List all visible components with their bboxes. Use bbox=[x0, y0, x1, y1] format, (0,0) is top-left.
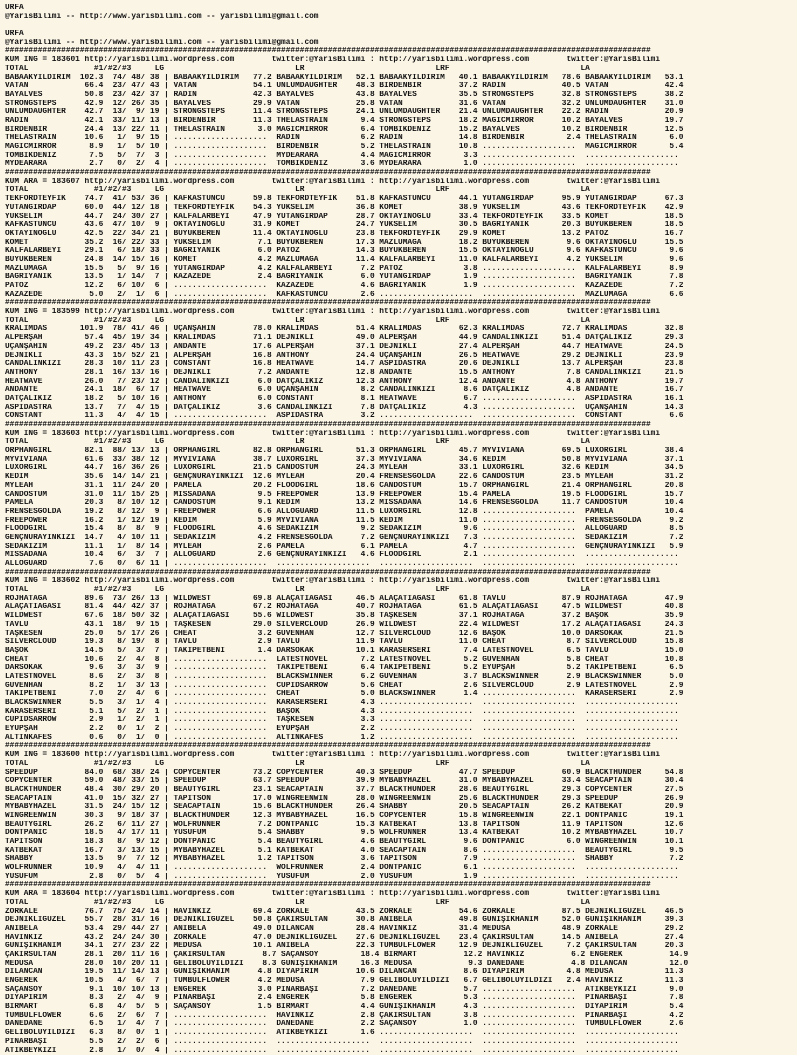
race-title: KUM ING = 183603 http://yarisbilimi.wordpress.com twitter:@YarisBilimi : http://yarisbilimi.wordpress.com twitter:@YarisBilimi bbox=[5, 430, 792, 439]
table-row: SPEEDUP 84.0 68/ 38/ 24 | COPYCENTER 73.2 COPYCENTER 40.3 SPEEDUP 47.7 SPEEDUP 60.9 BLACKTHUNDER 54.8 bbox=[5, 769, 792, 778]
table-row: MEDUSA 28.0 10/ 20/ 11 | GELİBOLUYILDIZI 8.3 GÜNIŞIKHANIM 16.3 MEDUSA 9.3 DANEDANE 4.8 DILANCAN 12.0 bbox=[5, 960, 792, 969]
table-row: VATAN 66.4 23/ 47/ 43 | VATAN 54.1 ÜNLÜMDAUGHTER 48.3 BIRDENBIR 37.2 RADİN 40.5 VATAN 42.4 bbox=[5, 82, 792, 91]
table-row: OKTAYINOĞLU 42.5 22/ 34/ 21 | BUYUKBEREN 11.4 OKTAYINOĞLU 23.8 TEKFORDTEYFİK 29.9 KOMET 13.2 PATOZ 16.7 bbox=[5, 230, 792, 239]
table-row: GÜVENHAN 8.2 1/ 3/ 13 | .................... CUPIDSARROW 5.6 CHEAT 2.6 SILVERCLOUD 2.9 LATESTNOVEL 2.9 bbox=[5, 682, 792, 691]
table-row: CHEAT 10.6 2/ 4/ 8 | .................... LATESTNOVEL 7.2 LATESTNOVEL 5.2 GÜVENHAN 5.8 CHEAT 10.8 bbox=[5, 656, 792, 665]
column-header: TOTAL #1/#2/#3 LG LR LRF LA bbox=[5, 438, 792, 447]
header-line-city-2: URFA bbox=[5, 30, 792, 39]
table-row: ENGEREK 10.5 4/ 6/ 7 | TUMBULFLOWER 4.2 MEDUSA 7.9 GELİBOLUYILDIZI 6.7 GELİBOLUYILDIZI 2.4 HAVİNKIZ 11.3 bbox=[5, 977, 792, 986]
table-row: LUXORGIRL 44.7 16/ 36/ 26 | LUXORGIRL 21.5 CANDOSTUM 24.3 MYLEAH 33.1 LUXORGIRL 32.6 KEDİM 34.5 bbox=[5, 464, 792, 473]
table-row: RADİN 42.1 33/ 11/ 13 | BIRDENBIR 11.3 THELASTRAIN 9.4 STRONGSTEPS 18.2 MAGICMIRROR 10.2 BAYALVES 19.7 bbox=[5, 117, 792, 126]
table-row: LATESTNOVEL 8.6 2/ 3/ 8 | .................... BLACKSWINNER 6.2 GÜVENHAN 3.7 BLACKSWINNER 2.9 BLACKSWINNER 5.0 bbox=[5, 673, 792, 682]
table-row: YUSUFUM 2.8 0/ 5/ 4 | .................... YUSUFUM 2.0 YUSUFUM 1.9 .................... .................... bbox=[5, 873, 792, 882]
table-row: ZORKALE 76.7 75/ 24/ 14 | HAVİNKIZ 69.4 ZORKALE 43.5 ZORKALE 54.6 ZORKALE 87.5 DEJNİKLİGÜZEL 46.5 bbox=[5, 908, 792, 917]
race-section bbox=[5, 421, 792, 569]
separator-line: ########################################################################################################################################## bbox=[5, 881, 792, 890]
separator-line: ########################################################################################################################################## bbox=[5, 421, 792, 430]
table-row: PAMELA 20.3 8/ 10/ 12 | CANDOSTUM 9.1 KEDİM 13.2 MISSADANA 14.6 FRENSESGOLDA 11.7 CANDOSTUM 10.4 bbox=[5, 499, 792, 508]
race-title: KUM ARA = 183604 http://yarisbilimi.wordpress.com twitter:@YarisBilimi : http://yarisbilimi.wordpress.com twitter:@YarisBilimi bbox=[5, 890, 792, 899]
table-row: ÇAKIRSULTAN 28.1 20/ 11/ 16 | ÇAKIRSULTAN 8.7 SAÇANSOY 18.4 BIRMART 12.2 HAVİNKIZ 6.2 ENGEREK 14.9 bbox=[5, 951, 792, 960]
table-row: SILVERCLOUD 19.3 8/ 19/ 8 | TAVLU 2.9 TAVLU 11.9 TAVLU 11.0 CHEAT 8.7 SILVERCLOUD 15.8 bbox=[5, 638, 792, 647]
table-row: SEDAKIZIM 11.1 1/ 8/ 14 | MYLEAH 2.6 PAMELA 6.1 PAMELA 4.7 .................... GENÇNURAYINKIZI 5.9 bbox=[5, 543, 792, 552]
table-row: FREEPOWER 16.2 1/ 12/ 19 | KEDİM 5.9 MYVIVIANA 11.5 KEDİM 11.0 .................... FRENSESGOLDA 9.2 bbox=[5, 517, 792, 526]
separator-line: ########################################################################################################################################## bbox=[5, 299, 792, 308]
column-header: TOTAL #1/#2/#3 LG LR LRF LA bbox=[5, 317, 792, 326]
separator-line: ########################################################################################################################################## bbox=[5, 569, 792, 578]
table-row: BUYUKBEREN 24.8 14/ 15/ 16 | KOMET 4.2 MAZLUMAĞA 11.4 KALFALARBEYİ 11.0 KALFALARBEYİ 4.2 YÜKSELİM 9.6 bbox=[5, 256, 792, 265]
race-section bbox=[5, 881, 792, 1055]
table-row: ALLOGUARD 7.6 0/ 6/ 11 | .................... .................... .................... .................... .................... bbox=[5, 560, 792, 569]
table-row: TAVLU 43.1 18/ 9/ 15 | TAŞKESEN 29.0 SILVERCLOUD 26.9 WILDWEST 22.4 WILDWEST 17.2 ALAÇATIAĞASI 24.3 bbox=[5, 621, 792, 630]
table-row: DONTPANIC 18.5 4/ 17/ 11 | YUSUFUM 5.4 SHABBY 9.5 WOLFRUNNER 13.4 KATBEKAT 10.2 MYBABYHAZEL 10.7 bbox=[5, 829, 792, 838]
table-row: BABAAKYILDIRIM 102.3 74/ 48/ 38 | BABAAKYILDIRIM 77.2 BABAAKYILDIRIM 52.1 BABAAKYILDIRIM 40.1 BABAAKYILDIRIM 78.6 BABAAKYILDIRIM 53.1 bbox=[5, 74, 792, 83]
table-row: BAYALVES 50.8 23/ 42/ 37 | RADİN 42.3 BAYALVES 43.8 BAYALVES 35.5 STRONGSTEPS 32.8 STRONGSTEPS 38.2 bbox=[5, 91, 792, 100]
race-section bbox=[5, 169, 792, 299]
table-row: ASPİDASTRA 13.7 7/ 4/ 15 | DATÇALIKIZ 3.6 CANDALINKIZI 7.8 DATÇALIKIZ 4.3 .................... UÇANŞAHİN 14.3 bbox=[5, 404, 792, 413]
table-row: DEJNİKLİ 43.3 15/ 52/ 21 | ALPERŞAH 16.8 ANTHONY 24.4 UÇANŞAHİN 26.5 HEATWAVE 29.2 DEJNİKLİ 23.9 bbox=[5, 352, 792, 361]
table-row: ANIBELA 53.4 29/ 44/ 27 | ANIBELA 49.0 DILANCAN 28.4 HAVİNKIZ 31.4 MEDUSA 48.9 ZORKALE 29.2 bbox=[5, 925, 792, 934]
table-row: FRENSESGOLDA 19.2 8/ 12/ 9 | FREEPOWER 6.6 ALLOGUARD 11.5 LUXORGIRL 12.8 .................... PAMELA 10.4 bbox=[5, 508, 792, 517]
blank-line bbox=[5, 21, 792, 30]
table-row: KAFKASTUNCU 43.6 47/ 10/ 9 | OKTAYINOĞLU 31.9 KOMET 24.7 YÜKSELİM 30.5 BAĞRIYANIK 20.3 BUYUKBEREN 18.5 bbox=[5, 221, 792, 230]
table-row: EYÜPŞAH 2.2 0/ 1/ 2 | .................... EYÜPŞAH 2.2 .................... .................... .................... bbox=[5, 725, 792, 734]
separator-line: ########################################################################################################################################## bbox=[5, 169, 792, 178]
table-row: MISSADANA 10.4 6/ 3/ 7 | ALLOGUARD 2.6 GENÇNURAYINKIZI 4.6 FLOODGIRL 2.1 .................... .................... bbox=[5, 551, 792, 560]
table-row: CONSTANT 11.3 4/ 4/ 15 | .................... ASPİDASTRA 3.2 .................... .................... CONSTANT 6.6 bbox=[5, 412, 792, 421]
table-row: MYDEARARA 2.7 0/ 2/ 4 | .................... TOMBIKDENIZ 3.6 MYDEARARA 1.0 .................... .................... bbox=[5, 160, 792, 169]
table-row: THELASTRAIN 10.6 1/ 9/ 15 | .................... RADİN 6.2 RADİN 14.8 BIRDENBIR 2.4 THELASTRAIN 6.0 bbox=[5, 134, 792, 143]
table-row: TOMBIKDENIZ 7.5 5/ 7/ 3 | .................... MYDEARARA 4.4 MAGICMIRROR 3.3 .................... .................... bbox=[5, 152, 792, 161]
table-row: PINARBAŞI 5.5 2/ 2/ 6 | .................... .................... .................... .................... .................... bbox=[5, 1038, 792, 1047]
column-header: TOTAL #1/#2/#3 LG LR LRF LA bbox=[5, 899, 792, 908]
table-row: ÜNLÜMDAUGHTER 42.7 13/ 9/ 19 | STRONGSTEPS 11.4 STRONGSTEPS 24.1 ÜNLÜMDAUGHTER 21.4 ÜNLÜMDAUGHTER 22.2 RADİN 20.9 bbox=[5, 108, 792, 117]
race-section bbox=[5, 569, 792, 743]
table-row: MAZLUMAĞA 15.5 5/ 9/ 16 | YUTANGİRDAP 4.2 KALFALARBEYİ 7.2 PATOZ 3.8 .................... KALFALARBEYİ 8.9 bbox=[5, 265, 792, 274]
table-row: TAKIPETBENİ 7.0 2/ 4/ 6 | .................... CHEAT 5.0 BLACKSWINNER 1.4 .................... KARASERSERİ 2.9 bbox=[5, 690, 792, 699]
table-row: ALTINKAFES 0.6 0/ 1/ 0 | .................... ALTINKAFES 1.2 .................... .................... .................... bbox=[5, 734, 792, 743]
table-row: KARASERSERİ 5.1 5/ 2/ 1 | .................... BAŞOK 4.3 .................... .................... .................... bbox=[5, 708, 792, 717]
table-row: YUTANGİRDAP 60.0 44/ 12/ 18 | TEKFORDTEYFİK 54.3 YÜKSELİM 36.8 KOMET 38.9 YÜKSELİM 43.6 TEKFORDTEYFİK 42.9 bbox=[5, 204, 792, 213]
table-row: CUPIDSARROW 2.9 1/ 2/ 1 | .................... TAŞKESEN 3.3 .................... .................... .................... bbox=[5, 716, 792, 725]
table-row: ANTHONY 28.1 16/ 13/ 16 | DEJNİKLİ 7.2 ANDANTE 12.8 ANDANTE 15.5 ANTHONY 7.8 CANDALINKIZI 21.5 bbox=[5, 369, 792, 378]
table-row: TUMBULFLOWER 6.6 2/ 6/ 7 | .................... HAVİNKIZ 2.8 ÇAKIRSULTAN 3.8 .................... PINARBAŞI 4.2 bbox=[5, 1012, 792, 1021]
table-row: WINGREENWIN 30.3 9/ 18/ 37 | BLACKTHUNDER 12.3 MYBABYHAZEL 16.5 COPYCENTER 15.8 WINGREENWIN 22.1 DONTPANIC 19.1 bbox=[5, 812, 792, 821]
table-row: BAŞOK 14.5 5/ 3/ 7 | TAKIPETBENİ 1.4 DARSOKAK 10.1 KARASERSERİ 7.4 LATESTNOVEL 6.5 TAVLU 15.0 bbox=[5, 647, 792, 656]
column-header: TOTAL #1/#2/#3 LG LR LRF LA bbox=[5, 65, 792, 74]
table-row: PATOZ 12.2 6/ 10/ 6 | .................... KAZAZEDE 4.6 BAĞRIYANIK 1.9 .................... KAZAZEDE 7.2 bbox=[5, 282, 792, 291]
column-header: TOTAL #1/#2/#3 LG LR LRF LA bbox=[5, 186, 792, 195]
table-row: BEAUTYGIRL 26.2 6/ 11/ 27 | WOLFRUNNER 7.2 DONTPANIC 15.3 KATBEKAT 13.8 TAPITSON 11.9 TAPITSON 12.6 bbox=[5, 821, 792, 830]
table-row: ATİKBEYKIZI 2.8 1/ 0/ 4 | .................... .................... .................... .................... .................... bbox=[5, 1047, 792, 1055]
column-header: TOTAL #1/#2/#3 LG LR LRF LA bbox=[5, 586, 792, 595]
header-line-city: URFA bbox=[5, 4, 792, 13]
column-header: TOTAL #1/#2/#3 LG LR LRF LA bbox=[5, 760, 792, 769]
header-line-contact-2: @YarisBilimi -- http://www.yarisbilimi.com -- yarisbilimi@gmail.com bbox=[5, 39, 792, 48]
table-row: STRONGSTEPS 42.9 12/ 26/ 35 | BAYALVES 29.9 VATAN 25.8 VATAN 31.6 VATAN 32.2 ÜNLÜMDAUGHTER 31.0 bbox=[5, 100, 792, 109]
table-row: GÜNIŞIKHANIM 34.1 27/ 23/ 22 | MEDUSA 10.1 ANIBELA 22.3 TUMBULFLOWER 12.9 DEJNİKLİGÜZEL 7.2 ÇAKIRSULTAN 20.3 bbox=[5, 942, 792, 951]
table-row: FLOODGIRL 15.4 8/ 8/ 9 | FLOODGIRL 4.6 SEDAKIZIM 9.2 SEDAKIZIM 9.6 .................... ALLOGUARD 8.5 bbox=[5, 525, 792, 534]
table-row: WOLFRUNNER 10.9 4/ 4/ 11 | .................... WOLFRUNNER 2.4 DONTPANIC 6.1 .................... .................... bbox=[5, 864, 792, 873]
table-row: KOMET 35.2 16/ 22/ 33 | YÜKSELİM 7.1 BUYUKBEREN 17.3 MAZLUMAĞA 18.2 BUYUKBEREN 9.6 OKTAYINOĞLU 15.5 bbox=[5, 239, 792, 248]
table-row: SEACAPTAIN 41.0 15/ 32/ 27 | TAPITSON 17.0 WINGREENWIN 28.0 WINGREENWIN 25.6 BLACKTHUNDER 29.3 SPEEDUP 26.9 bbox=[5, 795, 792, 804]
race-title: KUM ARA = 183607 http://yarisbilimi.wordpress.com twitter:@YarisBilimi : http://yarisbilimi.wordpress.com twitter:@YarisBilimi bbox=[5, 178, 792, 187]
race-section bbox=[5, 742, 792, 881]
table-row: ORPHANGIRL 82.1 88/ 13/ 13 | ORPHANGIRL 82.8 ORPHANGIRL 51.3 ORPHANGIRL 45.7 MYVIVIANA 69.5 LUXORGIRL 38.4 bbox=[5, 447, 792, 456]
table-row: MYBABYHAZEL 31.5 24/ 15/ 12 | SEACAPTAIN 15.6 BLACKTHUNDER 26.4 SHABBY 20.5 SEACAPTAIN 26.2 KATBEKAT 20.9 bbox=[5, 803, 792, 812]
race-title: KUM ING = 183600 http://yarisbilimi.wordpress.com twitter:@YarisBilimi : http://yarisbilimi.wordpress.com twitter:@YarisBilimi bbox=[5, 751, 792, 760]
table-row: DANEDANE 6.5 1/ 4/ 7 | .................... DANEDANE 2.2 SAÇANSOY 1.0 .................... TUMBULFLOWER 2.6 bbox=[5, 1020, 792, 1029]
table-row: GELİBOLUYILDIZI 6.3 8/ 0/ 1 | .................... ATİKBEYKIZI 1.6 .................... .................... .................... bbox=[5, 1029, 792, 1038]
table-row: KAZAZEDE 5.0 2/ 1/ 6 | .................... KAFKASTUNCU 2.6 .................... .................... MAZLUMAĞA 6.6 bbox=[5, 291, 792, 300]
table-row: SHABBY 13.5 9/ 7/ 12 | MYBABYHAZEL 1.2 TAPITSON 3.6 TAPITSON 7.9 .................... SHABBY 7.2 bbox=[5, 855, 792, 864]
table-row: KALFALARBEYİ 29.1 6/ 18/ 33 | BAĞRIYANIK 6.0 PATOZ 14.3 BUYUKBEREN 15.5 OKTAYINOĞLU 9.6 KAFKASTUNCU 9.6 bbox=[5, 247, 792, 256]
table-row: GENÇNURAYINKIZI 14.7 4/ 10/ 11 | SEDAKIZIM 4.2 FRENSESGOLDA 7.2 GENÇNURAYINKIZI 7.3 .................... SEDAKIZIM 7.2 bbox=[5, 534, 792, 543]
table-row: KATBEKAT 16.7 3/ 13/ 15 | MYBABYHAZEL 5.1 KATBEKAT 4.0 SEACAPTAIN 8.6 .................... BEAUTYGIRL 9.5 bbox=[5, 847, 792, 856]
table-row: TAPITSON 18.3 8/ 9/ 12 | DONTPANIC 5.4 BEAUTYGIRL 4.6 BEAUTYGIRL 9.6 DONTPANIC 6.0 WINGREENWIN 10.1 bbox=[5, 838, 792, 847]
table-row: ROJHATAĞA 89.6 73/ 26/ 13 | WILDWEST 69.8 ALAÇATIAĞASI 46.5 ALAÇATIAĞASI 61.8 TAVLU 87.9 ROJHATAĞA 47.9 bbox=[5, 595, 792, 604]
race-title: KUM ING = 183601 http://yarisbilimi.wordpress.com twitter:@YarisBilimi : http://yarisbilimi.wordpress.com twitter:@YarisBilimi bbox=[5, 56, 792, 65]
table-row: COPYCENTER 59.0 48/ 33/ 15 | SPEEDUP 63.7 SPEEDUP 39.9 MYBABYHAZEL 31.0 MYBABYHAZEL 33.4 SEACAPTAIN 30.4 bbox=[5, 777, 792, 786]
table-row: BIRDENBIR 24.4 13/ 22/ 11 | THELASTRAIN 3.0 MAGICMIRROR 6.4 TOMBIKDENIZ 15.2 BAYALVES 10.2 BIRDENBIR 12.5 bbox=[5, 126, 792, 135]
race-title: KUM ING = 183599 http://yarisbilimi.wordpress.com twitter:@YarisBilimi : http://yarisbilimi.wordpress.com twitter:@YarisBilimi bbox=[5, 308, 792, 317]
table-row: HEATWAVE 26.0 7/ 23/ 12 | CANDALINKIZI 6.0 DATÇALIKIZ 12.3 ANTHONY 12.4 ANDANTE 4.8 ANTHONY 19.7 bbox=[5, 378, 792, 387]
table-row: DEJNİKLİGÜZEL 55.7 28/ 31/ 16 | DEJNİKLİGÜZEL 50.8 ÇAKIRSULTAN 30.8 ANIBELA 49.8 GÜNIŞIKHANIM 52.0 GÜNIŞIKHANIM 39.3 bbox=[5, 916, 792, 925]
table-row: ANDANTE 24.1 18/ 6/ 17 | HEATWAVE 6.0 UÇANŞAHİN 8.2 CANDALINKIZI 8.6 DATÇALIKIZ 4.8 ANDANTE 16.7 bbox=[5, 386, 792, 395]
table-row: MYVIVIANA 61.6 33/ 38/ 12 | MYVIVIANA 38.7 LUXORGIRL 37.3 MYVIVIANA 34.6 KEDİM 50.8 MYVIVIANA 37.1 bbox=[5, 456, 792, 465]
table-row: CANDALINKIZI 28.3 10/ 11/ 23 | CONSTANT 16.8 HEATWAVE 14.7 ASPİDASTRA 20.6 DEJNİKLİ 13.7 ALPERŞAH 23.8 bbox=[5, 360, 792, 369]
table-row: SAÇANSOY 9.1 10/ 10/ 13 | ENGEREK 3.0 PINARBAŞI 7.2 DANEDANE 5.7 .................... ATİKBEYKIZI 9.0 bbox=[5, 986, 792, 995]
table-row: DATÇALIKIZ 18.2 5/ 10/ 16 | ANTHONY 6.0 CONSTANT 8.1 HEATWAVE 6.7 .................... ASPİDASTRA 16.1 bbox=[5, 395, 792, 404]
table-row: YÜKSELİM 44.7 24/ 30/ 27 | KALFALARBEYİ 47.9 YUTANGİRDAP 28.7 OKTAYINOĞLU 33.4 TEKFORDTEYFİK 33.5 KOMET 18.5 bbox=[5, 213, 792, 222]
header-line-contact: @YarisBilimi -- http://www.yarisbilimi.com -- yarisbilimi@gmail.com bbox=[5, 13, 792, 22]
table-row: DARSOKAK 9.6 3/ 3/ 9 | .................... TAKIPETBENİ 6.4 TAKIPETBENİ 5.2 EYÜPŞAH 5.2 TAKIPETBENİ 6.5 bbox=[5, 664, 792, 673]
table-row: ALAÇATIAĞASI 81.4 44/ 42/ 37 | ROJHATAĞA 67.2 ROJHATAĞA 40.7 ROJHATAĞA 61.5 ALAÇATIAĞASI 47.5 WILDWEST 40.8 bbox=[5, 603, 792, 612]
table-row: KRALIMDAS 101.9 78/ 41/ 46 | UÇANŞAHİN 78.0 KRALIMDAS 51.4 KRALIMDAS 62.3 KRALIMDAS 72.7 KRALIMDAS 32.8 bbox=[5, 325, 792, 334]
table-row: DİYAPİRİM 8.3 2/ 4/ 9 | PINARBAŞI 2.4 ENGEREK 5.8 ENGEREK 5.3 .................... PINARBAŞI 7.8 bbox=[5, 994, 792, 1003]
separator-line: ########################################################################################################################################## bbox=[5, 742, 792, 751]
table-row: BAĞRIYANIK 13.5 1/ 14/ 7 | KAZAZEDE 2.4 BAĞRIYANIK 6.0 YUTANGİRDAP 1.9 .................... BAĞRIYANIK 7.8 bbox=[5, 273, 792, 282]
separator-line: ########################################################################################################################################## bbox=[5, 47, 792, 56]
table-row: CANDOSTUM 31.0 11/ 15/ 25 | MISSADANA 9.5 FREEPOWER 13.9 FREEPOWER 15.4 PAMELA 19.5 FLOODGIRL 15.7 bbox=[5, 491, 792, 500]
table-row: BLACKSWINNER 5.5 3/ 1/ 4 | .................... KARASERSERİ 4.3 .................... .................... .................... bbox=[5, 699, 792, 708]
table-row: TEKFORDTEYFİK 74.7 41/ 53/ 36 | KAFKASTUNCU 59.8 TEKFORDTEYFİK 51.8 KAFKASTUNCU 44.1 YUTANGİRDAP 95.9 YUTANGİRDAP 67.3 bbox=[5, 195, 792, 204]
race-title: KUM ING = 183602 http://yarisbilimi.wordpress.com twitter:@YarisBilimi : http://yarisbilimi.wordpress.com twitter:@YarisBilimi bbox=[5, 577, 792, 586]
table-row: BLACKTHUNDER 48.4 30/ 29/ 20 | BEAUTYGIRL 23.1 SEACAPTAIN 37.7 BLACKTHUNDER 28.6 BEAUTYGIRL 29.3 COPYCENTER 27.5 bbox=[5, 786, 792, 795]
table-row: KEDİM 35.6 14/ 14/ 21 | GENÇNURAYINKIZI 12.6 MYLEAH 20.4 FRENSESGOLDA 22.6 CANDOSTUM 23.5 MYLEAH 31.2 bbox=[5, 473, 792, 482]
table-row: BIRMART 6.8 4/ 5/ 5 | SAÇANSOY 1.5 BIRMART 4.4 GÜNIŞIKHANIM 4.3 .................... DİYAPİRİM 5.4 bbox=[5, 1003, 792, 1012]
table-row: DILANCAN 19.5 11/ 14/ 13 | GÜNIŞIKHANIM 4.8 DİYAPİRİM 10.6 DILANCAN 8.6 DİYAPİRİM 4.8 MEDUSA 11.3 bbox=[5, 968, 792, 977]
table-row: TAŞKESEN 25.0 5/ 17/ 26 | CHEAT 3.2 GÜVENHAN 12.7 SILVERCLOUD 12.6 BAŞOK 10.0 DARSOKAK 21.5 bbox=[5, 630, 792, 639]
table-row: MYLEAH 31.1 11/ 24/ 20 | PAMELA 20.2 FLOODGIRL 18.6 CANDOSTUM 15.7 ORPHANGIRL 21.4 ORPHANGIRL 20.8 bbox=[5, 482, 792, 491]
table-row: WILDWEST 67.6 18/ 50/ 32 | ALAÇATIAĞASI 55.6 WILDWEST 35.8 TAŞKESEN 37.1 ROJHATAĞA 37.2 BAŞOK 35.9 bbox=[5, 612, 792, 621]
race-sections bbox=[5, 47, 792, 1055]
race-section bbox=[5, 299, 792, 421]
table-row: MAGICMIRROR 8.9 1/ 5/ 10 | .................... BIRDENBIR 5.2 THELASTRAIN 10.8 .................... MAGICMIRROR 5.4 bbox=[5, 143, 792, 152]
table-row: HAVİNKIZ 43.2 24/ 24/ 30 | ZORKALE 47.0 DEJNİKLİGÜZEL 27.6 DEJNİKLİGÜZEL 23.4 ÇAKIRSULTAN 14.5 ANIBELA 27.4 bbox=[5, 934, 792, 943]
table-row: UÇANŞAHİN 49.2 23/ 45/ 13 | ANDANTE 17.6 ALPERŞAH 37.1 DEJNİKLİ 27.4 ALPERŞAH 44.7 HEATWAVE 24.5 bbox=[5, 343, 792, 352]
table-row: ALPERŞAH 57.4 45/ 19/ 34 | KRALIMDAS 71.1 DEJNİKLİ 49.0 ALPERŞAH 44.9 CANDALINKIZI 51.4 DATÇALIKIZ 29.3 bbox=[5, 334, 792, 343]
race-section bbox=[5, 47, 792, 169]
